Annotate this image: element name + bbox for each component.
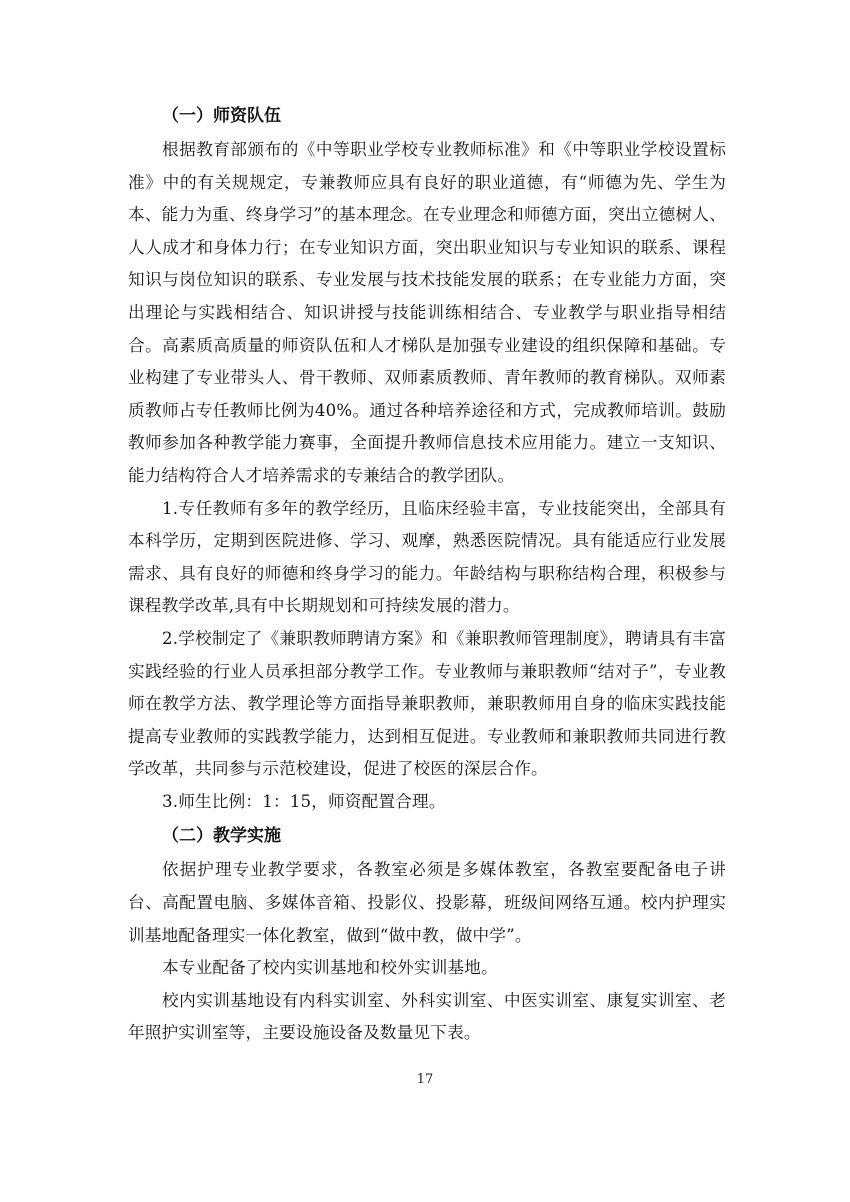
page-content bbox=[128, 100, 726, 1050]
page-number: 17 bbox=[416, 1072, 434, 1087]
paragraph: 校内实训基地设有内科实训室、外科实训室、中医实训室、康复实训室、老年照护实训室等，主要设施设备及数量见下表。 bbox=[128, 990, 726, 1043]
section-heading-teaching: （二）教学实施 bbox=[162, 826, 281, 847]
paragraph: 本专业配备了校内实训基地和校外实训基地。 bbox=[162, 958, 498, 978]
paragraph: 根据教育部颁布的《中等职业学校专业教师标准》和《中等职业学校设置标准》中的有关规规定，专兼教师应具有良好的职业道德，有“师德为先、学生为本、能力为重、终身学习”的基本理念。在专业理念和师德方面，突出立德树人、人人成才和身体力行；在专业知识方面，突出职业知识与专业知识的联系、课程知识与岗位知识的联系、专业发展与技术技能发展的联系；在专业能力方面，突出理论与实践相结合、知识讲授与技能训练相结合、专业教学与职业指导相结合。高素质高质量的师资队伍和人才梯队是加强专业建设的组织保障和基础。专业构建了专业带头人、骨干教师、双师素质教师、青年教师的教育梯队。双师素质教师占专任教师比例为40%。通过各种培养途径和方式，完成教师培训。鼓励教师参加各种教学能力赛事，全面提升教师信息技术应用能力。建立一支知识、能力结构符合人才培养需求的专兼结合的教学团队。 bbox=[128, 140, 726, 485]
section-heading-teachers: （一）师资队伍 bbox=[162, 106, 281, 126]
paragraph: 2.学校制定了《兼职教师聘请方案》和《兼职教师管理制度》，聘请具有丰富实践经验的行业人员承担部分教学工作。专业教师与兼职教师“结对子”，专业教师在教学方法、教学理论等方面指导兼职教师，兼职教师用自身的临床实践技能提高专业教师的实践教学能力，达到相互促进。专业教师和兼职教师共同进行教学改革，共同参与示范校建设，促进了校医的深层合作。 bbox=[128, 628, 726, 779]
paragraph: 依据护理专业教学要求，各教室必须是多媒体教室，各教室要配备电子讲台、高配置电脑、多媒体音箱、投影仪、投影幕，班级间网络互通。校内护理实训基地配备理实一体化教室，做到“做中教，做中学”。 bbox=[128, 860, 726, 945]
paragraph: 3.师生比例：1：15，师资配置合理。 bbox=[162, 791, 446, 811]
paragraph: 1.专任教师有多年的教学经历，且临床经验丰富，专业技能突出，全部具有本科学历，定期到医院进修、学习、观摩，熟悉医院情况。具有能适应行业发展需求、具有良好的师德和终身学习的能力。年龄结构与职称结构合理，积极参与课程教学改革,具有中长期规划和可持续发展的潜力。 bbox=[128, 498, 726, 616]
